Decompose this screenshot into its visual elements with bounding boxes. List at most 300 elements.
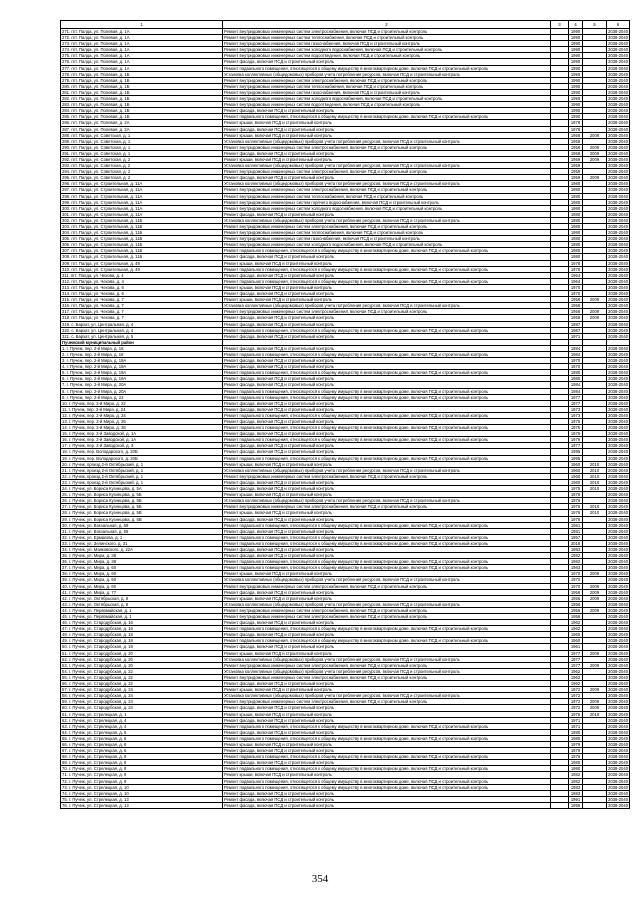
period-cell: 2038-2040 bbox=[608, 711, 629, 717]
work-type-cell: Ремонт фасада, включая ПСД и строительный контроль bbox=[223, 291, 551, 297]
build-year-cell: 1958 bbox=[569, 138, 583, 144]
last-repair-cell: 2009 bbox=[583, 315, 607, 321]
address-cell: 292. пгт. Палда, ул. Советская, д. 2 bbox=[61, 156, 223, 162]
build-year-cell: 1977 bbox=[569, 400, 583, 406]
period-cell: 2038-2040 bbox=[608, 71, 629, 77]
work-type-cell: Ремонт подвального помещения, относящегося к общему имуществу в многоквартирном доме, включая ПСД и строительный контроль bbox=[223, 370, 551, 376]
address-cell: 298. пгт. Палда, ул. Строительная, д. 11А bbox=[61, 193, 223, 199]
work-type-cell: Ремонт фасада, включая ПСД и строительный контроль bbox=[223, 632, 551, 638]
work-type-cell: Ремонт фасада, включая ПСД и строительный контроль bbox=[223, 333, 551, 339]
build-year-cell: 1972 bbox=[569, 687, 583, 693]
period-cell: 2038-2040 bbox=[608, 96, 629, 102]
build-year-cell: 1980 bbox=[569, 187, 583, 193]
work-type-cell: Установка коллективных (общедомовых) приборов учета потребления ресурсов, включая ПСД и строительный контроль bbox=[223, 601, 551, 607]
address-cell: 14. г. Пучеж, пер. 2-й Мира, д. 26 bbox=[61, 425, 223, 431]
period-cell: 2038-2040 bbox=[608, 705, 629, 711]
build-year-cell: 1978 bbox=[569, 120, 583, 126]
address-cell: 49. г. Пучеж, ул. Стародубская, д. 18 bbox=[61, 638, 223, 644]
work-type-cell: Ремонт внутридомовых инженерных систем холодного водоснабжения, включая ПСД и строительный контроль bbox=[223, 47, 551, 53]
period-cell: 2038-2040 bbox=[608, 443, 629, 449]
period-cell: 2038-2040 bbox=[608, 607, 629, 613]
address-cell: 26. г. Пучеж, ул. Бориса Кузнецова, д. 5Б bbox=[61, 498, 223, 504]
build-year-cell: 1960 bbox=[569, 632, 583, 638]
period-cell: 2038-2040 bbox=[608, 224, 629, 229]
period-cell: 2038-2040 bbox=[608, 102, 629, 108]
build-year-cell: 1984 bbox=[569, 351, 583, 357]
header-cell: 5 bbox=[583, 21, 607, 29]
work-type-cell: Ремонт внутридомовых инженерных систем электроснабжения, включая ПСД и строительный контроль bbox=[223, 29, 551, 35]
last-repair-cell: 2009 bbox=[583, 150, 607, 156]
address-cell: 12. г. Пучеж, пер. 2-й Мира, д. 24 bbox=[61, 412, 223, 418]
build-year-cell: 1958 bbox=[569, 315, 583, 321]
last-repair-cell: 2010 bbox=[583, 473, 607, 479]
period-cell: 2038-2040 bbox=[608, 510, 629, 516]
work-type-cell: Ремонт подвального помещения, относящегося к общему имуществу в многоквартирном доме, включая ПСД и строительный контроль bbox=[223, 766, 551, 772]
work-type-cell: Ремонт подвального помещения, относящегося к общему имуществу в многоквартирном доме, включая ПСД и строительный контроль bbox=[223, 778, 551, 784]
address-cell: 36. г. Пучеж, ул. Мира, д. 38 bbox=[61, 559, 223, 565]
last-repair-cell: 2010 bbox=[583, 467, 607, 473]
period-cell: 2038-2040 bbox=[608, 181, 629, 187]
period-cell: 2038-2040 bbox=[608, 766, 629, 772]
work-type-cell: Ремонт подвального помещения, относящегося к общему имуществу в многоквартирном доме, включая ПСД и строительный контроль bbox=[223, 565, 551, 571]
work-type-cell: Ремонт внутридомовых инженерных систем газоснабжения, включая ПСД и строительный контроль bbox=[223, 89, 551, 95]
work-type-cell: Ремонт крыши, включая ПСД и строительный контроль bbox=[223, 711, 551, 717]
work-type-cell: Ремонт крыши, включая ПСД и строительный контроль bbox=[223, 297, 551, 303]
work-type-cell: Ремонт фасада, включая ПСД и строительный контроль bbox=[223, 108, 551, 114]
build-year-cell: 1958 bbox=[569, 132, 583, 138]
work-type-cell: Ремонт подвального помещения, относящегося к общему имуществу в многоквартирном доме, включая ПСД и строительный контроль bbox=[223, 412, 551, 418]
build-year-cell: 1980 bbox=[569, 217, 583, 223]
work-type-cell: Ремонт внутридомовых инженерных систем теплоснабжения, включая ПСД и строительный контроль bbox=[223, 193, 551, 199]
period-cell: 2038-2040 bbox=[608, 358, 629, 364]
address-cell: 301. пгт. Палда, ул. Строительная, д. 11А bbox=[61, 211, 223, 217]
build-year-cell: 1976 bbox=[569, 516, 583, 522]
work-type-cell: Ремонт внутридомовых инженерных систем холодного водоснабжения, включая ПСД и строительный контроль bbox=[223, 242, 551, 248]
address-cell: 297. пгт. Палда, ул. Строительная, д. 11А bbox=[61, 187, 223, 193]
period-cell: 2038-2040 bbox=[608, 254, 629, 260]
address-cell: 9. г. Пучеж, пер. 2-й Мира, д. 22 bbox=[61, 394, 223, 400]
address-cell: 72. г. Пучеж, ул. Стрелецкая, д. 9 bbox=[61, 778, 223, 784]
last-repair-cell: 2009 bbox=[583, 595, 607, 601]
period-cell: 2038-2040 bbox=[608, 108, 629, 114]
work-type-cell: Ремонт внутридомовых инженерных систем электроснабжения, включая ПСД и строительный контроль bbox=[223, 144, 551, 150]
period-cell: 2038-2040 bbox=[608, 729, 629, 735]
period-cell: 2038-2040 bbox=[608, 723, 629, 729]
work-type-cell: Ремонт подвального помещения, относящегося к общему имуществу в многоквартирном доме, включая ПСД и строительный контроль bbox=[223, 540, 551, 546]
period-cell: 2038-2040 bbox=[608, 614, 629, 619]
header-cell: 6 bbox=[607, 21, 630, 29]
period-cell: 2038-2040 bbox=[608, 479, 629, 485]
build-year-cell: 1971 bbox=[569, 723, 583, 729]
build-year-cell: 1960 bbox=[569, 461, 583, 467]
address-cell: 74. г. Пучеж, ул. Стрелецкая, д. 10 bbox=[61, 790, 223, 796]
build-year-cell: 1962 bbox=[569, 668, 583, 674]
address-cell: 316. пгт. Палда, ул. Чехова, д. 7 bbox=[61, 303, 223, 309]
period-cell: 2038-2040 bbox=[608, 114, 629, 120]
period-cell: 2038-2040 bbox=[608, 674, 629, 680]
build-year-cell: 1980 bbox=[569, 236, 583, 242]
address-cell: 290. пгт. Палда, ул. Советская, д. 1 bbox=[61, 144, 223, 150]
last-repair-cell: 2009 bbox=[583, 705, 607, 711]
build-year-cell: 1957 bbox=[569, 534, 583, 540]
period-cell: 2038-2040 bbox=[608, 784, 629, 790]
address-cell: 312. пгт. Палда, ул. Чехова, д. 4 bbox=[61, 278, 223, 284]
address-cell: 24. г. Пучеж, ул. Бориса Кузнецова, д. 5А bbox=[61, 486, 223, 492]
address-cell: 315. пгт. Палда, ул. Чехова, д. 7 bbox=[61, 297, 223, 303]
build-year-cell: 1976 bbox=[569, 431, 583, 437]
build-year-cell: 1977 bbox=[569, 394, 583, 400]
work-type-cell: Установка коллективных (общедомовых) приборов учета потребления ресурсов, включая ПСД и строительный контроль bbox=[223, 577, 551, 583]
build-year-cell: 1970 bbox=[569, 577, 583, 583]
period-cell: 2038-2040 bbox=[608, 382, 629, 388]
address-cell: 273. пгт. Палда, ул. Полевая, д. 1А bbox=[61, 41, 223, 47]
work-type-cell: Ремонт фасада, включая ПСД и строительный контроль bbox=[223, 382, 551, 388]
address-cell: 40. г. Пучеж, ул. Мира, д. 60 bbox=[61, 583, 223, 589]
address-cell: 291. пгт. Палда, ул. Советская, д. 1 bbox=[61, 150, 223, 156]
build-year-cell: 1975 bbox=[569, 486, 583, 492]
work-type-cell: Ремонт внутридомовых инженерных систем теплоснабжения, включая ПСД и строительный контроль bbox=[223, 35, 551, 41]
build-year-cell: 1962 bbox=[569, 626, 583, 632]
period-cell: 2038-2040 bbox=[608, 236, 629, 242]
build-year-cell: 1980 bbox=[569, 242, 583, 248]
period-cell: 2038-2040 bbox=[608, 248, 629, 254]
address-cell: 299. пгт. Палда, ул. Строительная, д. 11А bbox=[61, 199, 223, 205]
address-cell: 20. г. Пучеж, проезд 2-й Октябрьский, д. 1 bbox=[61, 461, 223, 467]
period-cell: 2038-2040 bbox=[608, 291, 629, 297]
build-year-cell: 1979 bbox=[569, 741, 583, 747]
address-cell: 27. г. Пучеж, ул. Бориса Кузнецова, д. 5Б bbox=[61, 504, 223, 510]
work-type-cell: Ремонт внутридомовых инженерных систем теплоснабжения, включая ПСД и строительный контроль bbox=[223, 230, 551, 236]
address-cell: 317. пгт. Палда, ул. Чехова, д. 7 bbox=[61, 309, 223, 315]
period-cell: 2038-2040 bbox=[608, 138, 629, 144]
build-year-cell: 1977 bbox=[569, 656, 583, 662]
address-cell: 5. г. Пучеж, пер. 2-й Мира, д. 19А bbox=[61, 370, 223, 376]
document-page bbox=[60, 20, 629, 809]
last-repair-cell: 2009 bbox=[583, 662, 607, 668]
build-year-cell: 1980 bbox=[569, 735, 583, 741]
address-cell: 279. пгт. Палда, ул. Полевая, д. 1Б bbox=[61, 77, 223, 83]
header-cell: 2 bbox=[223, 21, 551, 29]
period-cell: 2038-2040 bbox=[608, 528, 629, 534]
address-cell: 11. г. Пучеж, пер. 2-й Мира, д. 24 bbox=[61, 406, 223, 412]
work-type-cell: Установка коллективных (общедомовых) приборов учета потребления ресурсов, включая ПСД и строительный контроль bbox=[223, 656, 551, 662]
period-cell: 2038-2040 bbox=[608, 650, 629, 656]
build-year-cell: 1956 bbox=[569, 614, 583, 620]
period-cell: 2038-2040 bbox=[608, 144, 629, 150]
last-repair-cell: 2010 bbox=[583, 461, 607, 467]
work-type-cell: Ремонт подвального помещения, относящегося к общему имуществу в многоквартирном доме, включая ПСД и строительный контроль bbox=[223, 266, 551, 272]
address-cell: 288. пгт. Палда, ул. Советская, д. 1 bbox=[61, 132, 223, 138]
work-type-cell: Ремонт фасада, включая ПСД и строительный контроль bbox=[223, 790, 551, 796]
period-cell: 2038-2040 bbox=[608, 419, 629, 424]
work-type-cell: Ремонт крыши, включая ПСД и строительный контроль bbox=[223, 156, 551, 162]
work-type-cell: Ремонт внутридомовых инженерных систем электроснабжения, включая ПСД и строительный контроль bbox=[223, 187, 551, 193]
period-cell: 2038-2040 bbox=[608, 449, 629, 455]
build-year-cell: 1956 bbox=[569, 601, 583, 607]
build-year-cell: 1977 bbox=[569, 650, 583, 656]
address-cell: 63. г. Пучеж, ул. Стрелецкая, д. 4 bbox=[61, 723, 223, 729]
build-year-cell: 1982 bbox=[569, 553, 583, 559]
period-cell: 2038-2040 bbox=[608, 156, 629, 162]
work-type-cell: Ремонт фасада, включая ПСД и строительный контроль bbox=[223, 254, 551, 260]
address-cell: 303. пгт. Палда, ул. Строительная, д. 11Б bbox=[61, 224, 223, 230]
period-cell: 2038-2040 bbox=[608, 187, 629, 193]
period-cell: 2038-2040 bbox=[608, 796, 629, 802]
period-cell: 2038-2040 bbox=[608, 516, 629, 522]
address-cell: 53. г. Пучеж, ул. Стародубская, д. 20 bbox=[61, 662, 223, 668]
build-year-cell: 1990 bbox=[569, 108, 583, 114]
build-year-cell: 1984 bbox=[569, 345, 583, 351]
address-cell: 287. пгт. Палда, ул. Полевая, д. 2А bbox=[61, 126, 223, 132]
last-repair-cell: 2009 bbox=[583, 309, 607, 315]
work-type-cell: Установка коллективных (общедомовых) приборов учета потребления ресурсов, включая ПСД и строительный контроль bbox=[223, 693, 551, 699]
work-type-cell: Ремонт подвального помещения, относящегося к общему имуществу в многоквартирном доме, включая ПСД и строительный контроль bbox=[223, 327, 551, 333]
period-cell: 2038-2040 bbox=[608, 778, 629, 784]
header-cell: 4 bbox=[569, 21, 583, 29]
period-cell: 2038-2040 bbox=[608, 327, 629, 333]
period-cell: 2038-2040 bbox=[608, 571, 629, 577]
work-type-cell: Ремонт фасада, включая ПСД и строительный контроль bbox=[223, 321, 551, 327]
work-type-cell: Ремонт подвального помещения, относящегося к общему имуществу в многоквартирном доме, включая ПСД и строительный контроль bbox=[223, 784, 551, 790]
build-year-cell: 1981 bbox=[569, 528, 583, 534]
address-cell: 31. г. Пучеж, ул. Вокзальная, д. 69 bbox=[61, 528, 223, 534]
address-cell: 16. г. Пучеж, пер. 2-й Заводской, д. 1А bbox=[61, 437, 223, 443]
address-cell: 17. г. Пучеж, пер. 2-й Заводской, д. 3 bbox=[61, 443, 223, 449]
work-type-cell: Ремонт внутридомовых инженерных систем газоснабжения, включая ПСД и строительный контроль bbox=[223, 41, 551, 47]
address-cell: 45. г. Пучеж, ул. Первомайская, д. 1 bbox=[61, 614, 223, 620]
address-cell: 67. г. Пучеж, ул. Стрелецкая, д. 6 bbox=[61, 748, 223, 754]
period-cell: 2038-2040 bbox=[608, 790, 629, 796]
work-type-cell: Ремонт фасада, включая ПСД и строительный контроль bbox=[223, 175, 551, 181]
address-cell: 69. г. Пучеж, ул. Стрелецкая, д. 8 bbox=[61, 760, 223, 766]
build-year-cell: 1978 bbox=[569, 126, 583, 132]
period-cell: 2038-2040 bbox=[608, 89, 629, 95]
build-year-cell: 1958 bbox=[569, 297, 583, 303]
build-year-cell: 1976 bbox=[569, 711, 583, 717]
address-cell: 37. г. Пучеж, ул. Мира, д. 60 bbox=[61, 565, 223, 571]
build-year-cell: 1990 bbox=[569, 83, 583, 89]
address-cell: 309. пгт. Палда, ул. Строительная, д. 49 bbox=[61, 260, 223, 266]
last-repair-cell: 2009 bbox=[583, 175, 607, 181]
build-year-cell: 1982 bbox=[569, 778, 583, 784]
period-cell: 2038-2040 bbox=[608, 620, 629, 626]
build-year-cell: 1959 bbox=[569, 163, 583, 169]
work-type-cell: Ремонт крыши, включая ПСД и строительный контроль bbox=[223, 595, 551, 601]
build-year-cell: 1977 bbox=[569, 443, 583, 449]
work-type-cell: Ремонт фасада, включая ПСД и строительный контроль bbox=[223, 406, 551, 412]
work-type-cell: Ремонт фасада, включая ПСД и строительный контроль bbox=[223, 364, 551, 370]
period-cell: 2038-2040 bbox=[608, 668, 629, 674]
build-year-cell: 1960 bbox=[569, 473, 583, 479]
address-cell: 35. г. Пучеж, ул. Мира, д. 38 bbox=[61, 553, 223, 559]
last-repair-cell: 2009 bbox=[583, 571, 607, 577]
address-cell: 314. пгт. Палда, ул. Чехова, д. 6 bbox=[61, 291, 223, 297]
build-year-cell: 1996 bbox=[569, 802, 583, 808]
period-cell: 2038-2040 bbox=[608, 65, 629, 71]
build-year-cell: 1976 bbox=[569, 498, 583, 504]
build-year-cell: 1980 bbox=[569, 760, 583, 766]
work-type-cell: Ремонт фасада, включая ПСД и строительный контроль bbox=[223, 729, 551, 735]
build-year-cell: 1958 bbox=[569, 303, 583, 309]
build-year-cell: 1978 bbox=[569, 260, 583, 266]
period-cell: 2038-2040 bbox=[608, 29, 629, 34]
build-year-cell: 1980 bbox=[569, 193, 583, 199]
work-type-cell: Установка коллективных (общедомовых) приборов учета потребления ресурсов, включая ПСД и строительный контроль bbox=[223, 138, 551, 144]
address-cell: 304. пгт. Палда, ул. Строительная, д. 11Б bbox=[61, 230, 223, 236]
period-cell: 2038-2040 bbox=[608, 687, 629, 693]
build-year-cell: 1990 bbox=[569, 71, 583, 77]
period-cell: 2038-2040 bbox=[608, 400, 629, 406]
period-cell: 2038-2040 bbox=[608, 693, 629, 699]
address-cell: 76. г. Пучеж, ул. Стрелецкая, д. 13 bbox=[61, 802, 223, 808]
period-cell: 2038-2040 bbox=[608, 632, 629, 638]
work-type-cell: Ремонт крыши, включая ПСД и строительный контроль bbox=[223, 284, 551, 290]
address-cell: 19. г. Пучеж, пер. Володарского, д. 20Б bbox=[61, 455, 223, 461]
work-type-cell: Ремонт внутридомовых инженерных систем электроснабжения, включая ПСД и строительный контроль bbox=[223, 473, 551, 479]
header-cell: 3 bbox=[551, 21, 569, 29]
period-cell: 2038-2040 bbox=[608, 59, 629, 65]
address-cell: 66. г. Пучеж, ул. Стрелецкая, д. 6 bbox=[61, 741, 223, 747]
address-cell: 10. г. Пучеж, пер. 2-й Мира, д. 22 bbox=[61, 400, 223, 406]
period-cell: 2038-2040 bbox=[608, 388, 629, 394]
build-year-cell: 1990 bbox=[569, 59, 583, 65]
address-cell: 64. г. Пучеж, ул. Стрелецкая, д. 6 bbox=[61, 729, 223, 735]
period-cell: 2038-2040 bbox=[608, 735, 629, 741]
period-cell: 2038-2040 bbox=[608, 681, 629, 687]
address-cell: 311. пгт. Палда, ул. Чехова, д. 4 bbox=[61, 272, 223, 278]
build-year-cell: 1976 bbox=[569, 504, 583, 510]
address-cell: 7. г. Пучеж, пер. 2-й Мира, д. 20А bbox=[61, 382, 223, 388]
build-year-cell: 1956 bbox=[569, 589, 583, 595]
period-cell: 2038-2040 bbox=[608, 412, 629, 418]
period-cell: 2038-2040 bbox=[608, 473, 629, 479]
work-type-cell: Ремонт внутридомовых инженерных систем холодного водоснабжения, включая ПСД и строительный контроль bbox=[223, 96, 551, 102]
address-cell: 319. с. Бархат, ул. Центральная, д. 4 bbox=[61, 321, 223, 327]
build-year-cell: 2018 bbox=[569, 540, 583, 546]
build-year-cell: 1972 bbox=[569, 699, 583, 705]
period-cell: 2038-2040 bbox=[608, 601, 629, 607]
period-cell: 2038-2040 bbox=[608, 297, 629, 303]
period-cell: 2038-2040 bbox=[608, 175, 629, 181]
build-year-cell: 1958 bbox=[569, 150, 583, 156]
work-type-cell: Ремонт внутридомовых инженерных систем электроснабжения, включая ПСД и строительный контроль bbox=[223, 77, 551, 83]
build-year-cell: 1972 bbox=[569, 705, 583, 711]
work-type-cell: Ремонт подвального помещения, относящегося к общему имуществу в многоквартирном доме, включая ПСД и строительный контроль bbox=[223, 437, 551, 443]
period-cell: 2038-2040 bbox=[608, 522, 629, 528]
work-type-cell: Ремонт подвального помещения, относящегося к общему имуществу в многоквартирном доме, включая ПСД и строительный контроль bbox=[223, 534, 551, 540]
build-year-cell: 1990 bbox=[569, 41, 583, 47]
work-type-cell: Установка коллективных (общедомовых) приборов учета потребления ресурсов, включая ПСД и строительный контроль bbox=[223, 71, 551, 77]
address-cell: 50. г. Пучеж, ул. Стародубская, д. 19 bbox=[61, 644, 223, 650]
build-year-cell: 1971 bbox=[569, 333, 583, 339]
build-year-cell: 1987 bbox=[569, 327, 583, 333]
build-year-cell: 1977 bbox=[569, 662, 583, 668]
period-cell: 2038-2040 bbox=[608, 278, 629, 284]
address-cell: 286. пгт. Палда, ул. Полевая, д. 2А bbox=[61, 120, 223, 126]
build-year-cell: 1990 bbox=[569, 96, 583, 102]
build-year-cell: 1983 bbox=[569, 790, 583, 796]
build-year-cell: 1970 bbox=[569, 358, 583, 364]
work-type-cell: Ремонт внутридомовых инженерных систем электроснабжения, включая ПСД и строительный контроль bbox=[223, 169, 551, 175]
work-type-cell: Ремонт крыши, включая ПСД и строительный контроль bbox=[223, 571, 551, 577]
period-cell: 2038-2040 bbox=[608, 534, 629, 540]
address-cell: 43. г. Пучеж, ул. Октябрьская, д. 8 bbox=[61, 601, 223, 607]
build-year-cell: 1979 bbox=[569, 754, 583, 760]
work-type-cell: Ремонт внутридомовых инженерных систем электроснабжения, включая ПСД и строительный контроль bbox=[223, 662, 551, 668]
work-type-cell: Ремонт подвального помещения, относящегося к общему имуществу в многоквартирном доме, включая ПСД и строительный контроль bbox=[223, 248, 551, 254]
build-year-cell: 1976 bbox=[569, 492, 583, 498]
address-cell: 6. г. Пучеж, пер. 2-й Мира, д. 19А bbox=[61, 376, 223, 382]
build-year-cell: 1995 bbox=[569, 455, 583, 461]
work-type-cell: Ремонт крыши, включая ПСД и строительный контроль bbox=[223, 650, 551, 656]
last-repair-cell: 2009 bbox=[583, 144, 607, 150]
address-cell: 41. г. Пучеж, ул. Мира, д. 77 bbox=[61, 589, 223, 595]
work-type-cell: Ремонт подвального помещения, относящегося к общему имуществу в многоквартирном доме, включая ПСД и строительный контроль bbox=[223, 351, 551, 357]
work-type-cell: Ремонт фасада, включая ПСД и строительный контроль bbox=[223, 449, 551, 455]
build-year-cell: 1984 bbox=[569, 388, 583, 394]
period-cell: 2038-2040 bbox=[608, 455, 629, 461]
address-cell: 284. пгт. Палда, ул. Полевая, д. 1Б bbox=[61, 108, 223, 114]
work-type-cell: Ремонт внутридомовых инженерных систем горячего водоснабжения, включая ПСД и строительный контроль bbox=[223, 199, 551, 205]
work-type-cell: Установка коллективных (общедомовых) приборов учета потребления ресурсов, включая ПСД и строительный контроль bbox=[223, 498, 551, 504]
build-year-cell: 1990 bbox=[569, 47, 583, 53]
last-repair-cell: 2009 bbox=[583, 650, 607, 656]
period-cell: 2038-2040 bbox=[608, 370, 629, 376]
period-cell: 2038-2040 bbox=[608, 595, 629, 601]
address-cell: 300. пгт. Палда, ул. Строительная, д. 11А bbox=[61, 205, 223, 211]
address-cell: Пучежский муниципальный район bbox=[61, 339, 223, 345]
last-repair-cell: 2010 bbox=[583, 504, 607, 510]
work-type-cell: Ремонт фасада, включая ПСД и строительный контроль bbox=[223, 760, 551, 766]
last-repair-cell: 2009 bbox=[583, 297, 607, 303]
build-year-cell: 1980 bbox=[569, 376, 583, 382]
work-type-cell: Ремонт подвального помещения, относящегося к общему имуществу в многоквартирном доме, включая ПСД и строительный контроль bbox=[223, 559, 551, 565]
page-number: 354 bbox=[311, 873, 329, 885]
last-repair-cell: 2010 bbox=[583, 510, 607, 516]
address-cell: 59. г. Пучеж, ул. Стародубская, д. 24 bbox=[61, 699, 223, 705]
address-cell: 8. г. Пучеж, пер. 2-й Мира, д. 20А bbox=[61, 388, 223, 394]
period-cell: 2038-2040 bbox=[608, 351, 629, 357]
work-type-cell: Ремонт внутридомовых инженерных систем теплоснабжения, включая ПСД и строительный контроль bbox=[223, 83, 551, 89]
address-cell: 296. пгт. Палда, ул. Строительная, д. 11А bbox=[61, 181, 223, 187]
address-cell: 60. г. Пучеж, ул. Стародубская, д. 24 bbox=[61, 705, 223, 711]
last-repair-cell: 2009 bbox=[583, 589, 607, 595]
work-type-cell: Ремонт фасада, включая ПСД и строительный контроль bbox=[223, 705, 551, 711]
work-type-cell: Ремонт крыши, включая ПСД и строительный контроль bbox=[223, 461, 551, 467]
build-year-cell: 1958 bbox=[569, 144, 583, 150]
build-year-cell: 1962 bbox=[569, 674, 583, 680]
build-year-cell: 1979 bbox=[569, 748, 583, 754]
work-type-cell: Ремонт подвального помещения, относящегося к общему имуществу в многоквартирном доме, включая ПСД и строительный контроль bbox=[223, 65, 551, 71]
address-cell: 28. г. Пучеж, ул. Бориса Кузнецова, д. 5В bbox=[61, 510, 223, 516]
work-type-cell: Ремонт фасада, включая ПСД и строительный контроль bbox=[223, 717, 551, 723]
work-type-cell: Ремонт фасада, включая ПСД и строительный контроль bbox=[223, 620, 551, 626]
build-year-cell: 1980 bbox=[569, 254, 583, 260]
period-cell: 2038-2040 bbox=[608, 272, 629, 278]
build-year-cell: 1982 bbox=[569, 772, 583, 778]
address-cell: 52. г. Пучеж, ул. Стародубская, д. 20 bbox=[61, 656, 223, 662]
last-repair-cell: 2010 bbox=[583, 479, 607, 485]
build-year-cell: 1990 bbox=[569, 53, 583, 59]
period-cell: 2038-2040 bbox=[608, 193, 629, 199]
build-year-cell: 1960 bbox=[569, 479, 583, 485]
work-type-cell: Ремонт внутридомовых инженерных систем электроснабжения, включая ПСД и строительный контроль bbox=[223, 699, 551, 705]
address-cell: 46. г. Пучеж, ул. Стародубская, д. 16 bbox=[61, 620, 223, 626]
build-year-cell: 1981 bbox=[569, 522, 583, 528]
address-cell: 1. г. Пучеж, пер. 2-й Мира, д. 18 bbox=[61, 345, 223, 351]
period-cell: 2038-2040 bbox=[608, 431, 629, 437]
period-cell: 2038-2040 bbox=[608, 565, 629, 571]
